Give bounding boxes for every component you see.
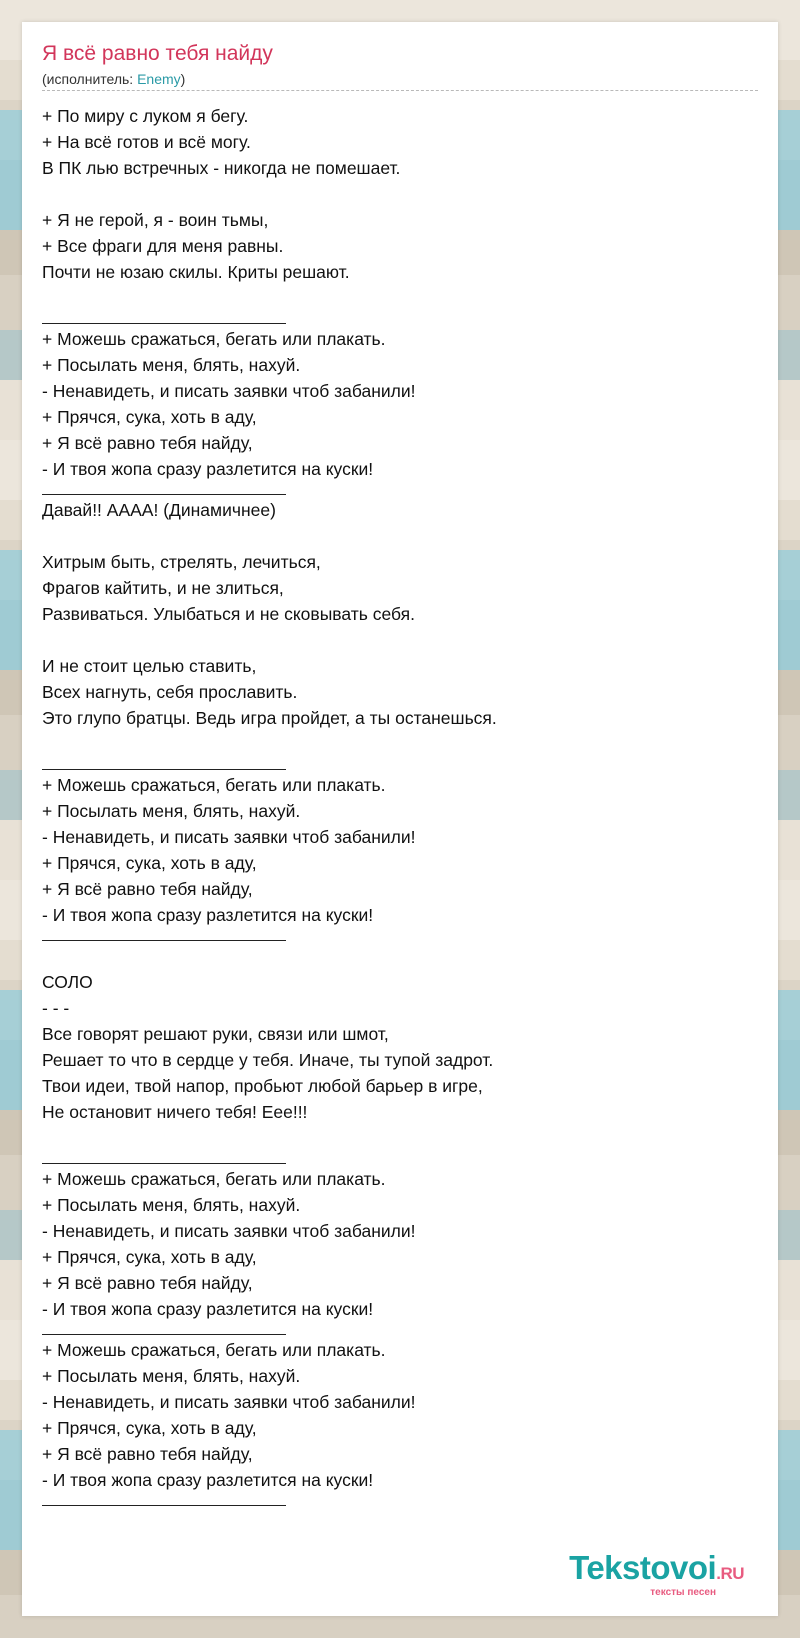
lyric-line: + Посылать меня, блять, нахуй.: [42, 801, 301, 821]
background-stripe-left: [0, 0, 22, 1638]
lyric-line: - - -: [42, 998, 70, 1018]
lyric-line: - И твоя жопа сразу разлетится на куски!: [42, 905, 374, 925]
lyric-line: + Посылать меня, блять, нахуй.: [42, 355, 301, 375]
lyric-line: + Прячся, сука, хоть в аду,: [42, 1418, 257, 1438]
lyric-line: - И твоя жопа сразу разлетится на куски!: [42, 1299, 374, 1319]
lyrics-card: [22, 22, 778, 1616]
logo-wordmark: [569, 1551, 744, 1591]
lyric-line: + Посылать меня, блять, нахуй.: [42, 1366, 301, 1386]
lyric-line: - Ненавидеть, и писать заявки чтоб забанили!: [42, 1221, 416, 1241]
lyric-line: Фрагов кайтить, и не злиться,: [42, 578, 284, 598]
lyric-line: + Все фраги для меня равны.: [42, 236, 284, 256]
logo-tagline: тексты песен: [650, 1587, 716, 1598]
section-divider: [42, 482, 286, 495]
lyric-line: + Можешь сражаться, бегать или плакать.: [42, 329, 386, 349]
section-divider: [42, 1322, 286, 1335]
logo-tld: .RU: [716, 1564, 744, 1583]
section-divider: [42, 757, 286, 770]
lyrics-content: [42, 40, 758, 1508]
background-stripe-right: [778, 0, 800, 1638]
artist-prefix: (исполнитель:: [42, 71, 138, 87]
lyric-line: Развиваться. Улыбаться и не сковывать себя.: [42, 604, 415, 624]
lyric-line: - Ненавидеть, и писать заявки чтоб забанили!: [42, 381, 416, 401]
song-title: Я всё равно тебя найду: [42, 42, 273, 65]
section-divider: [42, 1151, 286, 1164]
lyric-line: - И твоя жопа сразу разлетится на куски!: [42, 459, 374, 479]
lyrics-body: [42, 103, 758, 1506]
lyric-line: + Я всё равно тебя найду,: [42, 1444, 253, 1464]
lyric-line: СОЛО: [42, 972, 93, 992]
lyric-line: Твои идеи, твой напор, пробьют любой барьер в игре,: [42, 1076, 483, 1096]
lyric-line: + На всё готов и всё могу.: [42, 132, 251, 152]
lyric-line: + Прячся, сука, хоть в аду,: [42, 1247, 257, 1267]
lyric-line: Давай!! АААА! (Динамичнее): [42, 500, 276, 520]
lyric-line: Не остановит ничего тебя! Еее!!!: [42, 1102, 308, 1122]
blank-line: [42, 181, 758, 207]
lyric-line: + Можешь сражаться, бегать или плакать.: [42, 1340, 386, 1360]
lyric-line: Это глупо братцы. Ведь игра пройдет, а ты останешься.: [42, 708, 497, 728]
lyric-line: + Можешь сражаться, бегать или плакать.: [42, 775, 386, 795]
lyric-line: - Ненавидеть, и писать заявки чтоб забанили!: [42, 827, 416, 847]
lyric-line: + По миру с луком я бегу.: [42, 106, 249, 126]
lyric-line: + Я всё равно тебя найду,: [42, 1273, 253, 1293]
blank-line: [42, 523, 758, 549]
lyric-line: Почти не юзаю скилы. Криты решают.: [42, 262, 350, 282]
lyric-line: Хитрым быть, стрелять, лечиться,: [42, 552, 321, 572]
lyric-line: + Я всё равно тебя найду,: [42, 879, 253, 899]
lyric-line: + Можешь сражаться, бегать или плакать.: [42, 1169, 386, 1189]
artist-line: [42, 70, 758, 91]
blank-line: [42, 731, 758, 757]
section-divider: [42, 1493, 286, 1506]
lyric-line: + Я всё равно тебя найду,: [42, 433, 253, 453]
section-divider: [42, 311, 286, 324]
site-logo[interactable]: [569, 1551, 744, 1598]
lyric-line: В ПК лью встречных - никогда не помешает.: [42, 158, 401, 178]
blank-line: [42, 943, 758, 969]
lyric-line: И не стоит целью ставить,: [42, 656, 257, 676]
lyric-line: - И твоя жопа сразу разлетится на куски!: [42, 1470, 374, 1490]
lyric-line: + Посылать меня, блять, нахуй.: [42, 1195, 301, 1215]
blank-line: [42, 1125, 758, 1151]
lyric-line: - Ненавидеть, и писать заявки чтоб забанили!: [42, 1392, 416, 1412]
blank-line: [42, 285, 758, 311]
lyric-line: Решает то что в сердце у тебя. Иначе, ты тупой задрот.: [42, 1050, 494, 1070]
section-divider: [42, 928, 286, 941]
lyric-line: + Прячся, сука, хоть в аду,: [42, 407, 257, 427]
artist-suffix: ): [180, 71, 186, 87]
artist-link[interactable]: Enemy: [137, 71, 181, 87]
logo-name: Tekstovoi: [569, 1549, 717, 1586]
blank-line: [42, 627, 758, 653]
lyric-line: + Я не герой, я - воин тьмы,: [42, 210, 269, 230]
lyric-line: Все говорят решают руки, связи или шмот,: [42, 1024, 389, 1044]
lyric-line: Всех нагнуть, себя прославить.: [42, 682, 298, 702]
lyric-line: + Прячся, сука, хоть в аду,: [42, 853, 257, 873]
